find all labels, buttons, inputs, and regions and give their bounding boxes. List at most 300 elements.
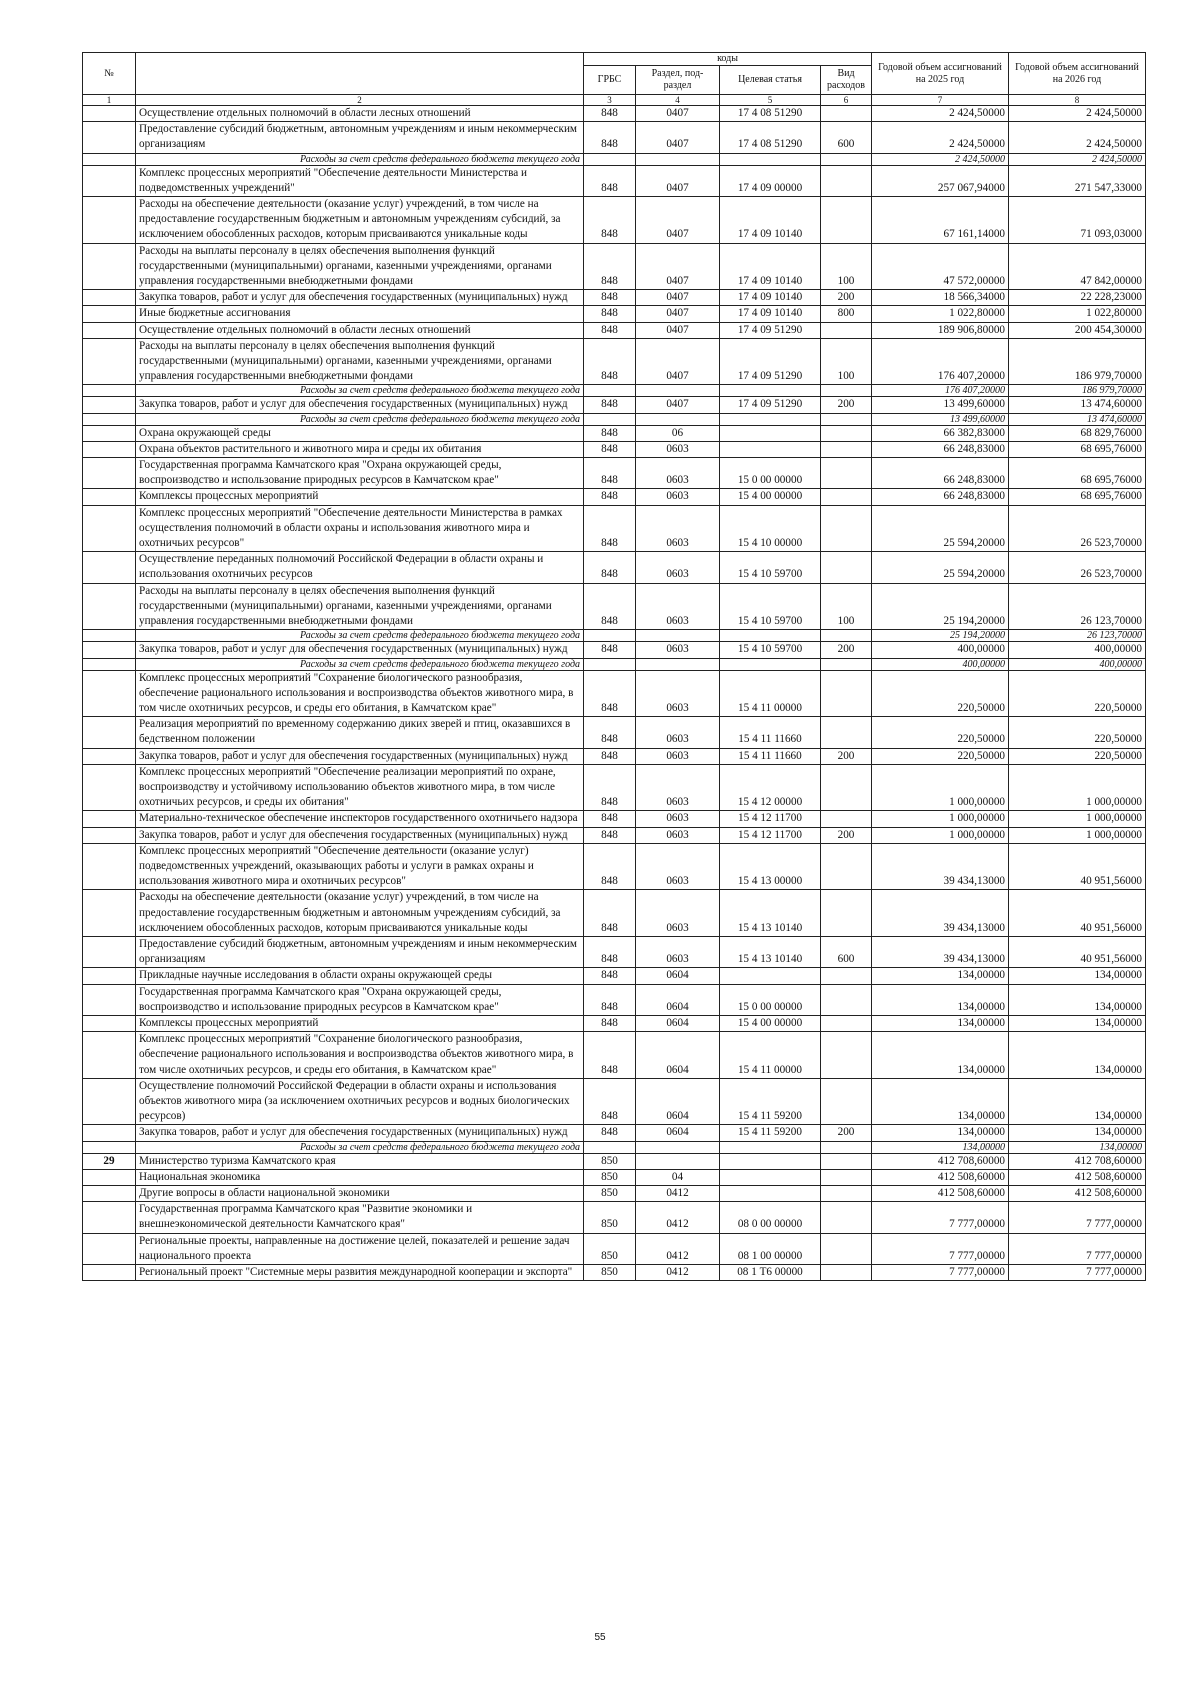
row-number [83,583,136,630]
table-row [83,106,1146,122]
table-row [83,984,1146,1015]
row-amount-2025: 13 499,60000 [872,397,1009,413]
row-number [83,197,136,244]
row-number [83,748,136,764]
table-row [83,670,1146,717]
table-row [83,290,1146,306]
table-row [83,165,1146,196]
row-amount-2025: 412 508,60000 [872,1169,1009,1185]
row-kind [821,489,872,505]
row-target: 15 4 10 59700 [720,552,821,583]
row-grbs: 848 [584,122,636,153]
row-section: 0604 [636,1032,720,1079]
row-target [720,1141,821,1153]
row-amount-2025: 220,50000 [872,748,1009,764]
row-amount-2026: 40 951,56000 [1009,843,1146,890]
row-name: Комплекс процессных мероприятий "Обеспечение реализации мероприятий по охране, воспроизводству и устойчивому использованию объектов животного мира, в том числе охотничьих ресурсов, и среды их обитания" [136,764,584,811]
row-kind [821,458,872,489]
table-body [83,95,1146,1281]
row-section: 0603 [636,441,720,457]
row-name: Расходы за счет средств федерального бюджета текущего года [136,153,584,165]
row-name: Осуществление отдельных полномочий в области лесных отношений [136,322,584,338]
row-grbs: 848 [584,1125,636,1141]
row-grbs [584,153,636,165]
row-amount-2025: 25 194,20000 [872,583,1009,630]
budget-table [82,52,1146,1281]
table-row [83,397,1146,413]
row-amount-2026: 40 951,56000 [1009,890,1146,937]
row-amount-2025: 1 000,00000 [872,764,1009,811]
row-target [720,425,821,441]
row-kind [821,984,872,1015]
row-amount-2025: 134,00000 [872,1078,1009,1125]
table-row [83,458,1146,489]
row-number [83,552,136,583]
header-name [136,53,584,95]
row-grbs: 848 [584,165,636,196]
row-name: Закупка товаров, работ и услуг для обеспечения государственных (муниципальных) нужд [136,748,584,764]
row-section: 0603 [636,552,720,583]
row-name: Предоставление субсидий бюджетным, автономным учреждениям и иным некоммерческим организациям [136,936,584,967]
row-amount-2026: 186 979,70000 [1009,338,1146,385]
row-name: Расходы за счет средств федерального бюджета текущего года [136,658,584,670]
row-grbs: 848 [584,290,636,306]
row-target: 08 0 00 00000 [720,1202,821,1233]
row-grbs [584,385,636,397]
column-number: 1 [83,95,136,106]
row-amount-2025: 2 424,50000 [872,106,1009,122]
row-kind: 200 [821,748,872,764]
header-section: Раздел, под-раздел [636,66,720,95]
row-name: Охрана объектов растительного и животного мира и среды их обитания [136,441,584,457]
row-amount-2025: 134,00000 [872,1141,1009,1153]
row-name: Материально-техническое обеспечение инспекторов государственного охотничьего надзора [136,811,584,827]
row-section: 0407 [636,106,720,122]
row-target [720,1169,821,1185]
row-target: 17 4 09 51290 [720,338,821,385]
row-amount-2026: 220,50000 [1009,748,1146,764]
row-section [636,1141,720,1153]
row-amount-2025: 25 594,20000 [872,552,1009,583]
table-row [83,1202,1146,1233]
row-target [720,968,821,984]
row-kind [821,441,872,457]
row-section: 0412 [636,1233,720,1264]
table-row [83,1015,1146,1031]
row-target: 15 4 11 00000 [720,1032,821,1079]
row-number [83,290,136,306]
column-number: 3 [584,95,636,106]
row-name: Иные бюджетные ассигнования [136,306,584,322]
row-section: 0603 [636,843,720,890]
row-name: Расходы на обеспечение деятельности (оказание услуг) учреждений, в том числе на предоставление государственным бюджетным и автономным учреждениям субсидий, за исключением обособленных расходов, которым присваиваются уникальные коды [136,197,584,244]
row-grbs [584,630,636,642]
row-grbs: 848 [584,670,636,717]
row-amount-2025: 189 906,80000 [872,322,1009,338]
row-kind [821,413,872,425]
row-kind [821,153,872,165]
row-amount-2026: 68 695,76000 [1009,441,1146,457]
row-amount-2025: 134,00000 [872,984,1009,1015]
table-row [83,1233,1146,1264]
row-amount-2025: 220,50000 [872,717,1009,748]
row-amount-2025: 412 508,60000 [872,1186,1009,1202]
header-2025: Годовой объем ассигнований на 2025 год [872,53,1009,95]
row-section: 0407 [636,322,720,338]
federal-funds-row [83,1141,1146,1153]
row-target: 17 4 08 51290 [720,122,821,153]
row-number [83,106,136,122]
row-amount-2025: 66 248,83000 [872,489,1009,505]
table-row [83,122,1146,153]
row-grbs [584,1141,636,1153]
row-kind [821,658,872,670]
row-target: 17 4 09 10140 [720,197,821,244]
row-name: Закупка товаров, работ и услуг для обеспечения государственных (муниципальных) нужд [136,1125,584,1141]
row-target: 17 4 09 00000 [720,165,821,196]
row-name: Закупка товаров, работ и услуг для обеспечения государственных (муниципальных) нужд [136,642,584,658]
row-kind [821,630,872,642]
row-target: 17 4 09 10140 [720,243,821,290]
row-grbs: 850 [584,1153,636,1169]
row-name: Прикладные научные исследования в области охраны окружающей среды [136,968,584,984]
row-number [83,658,136,670]
row-grbs: 850 [584,1169,636,1185]
row-kind [821,505,872,552]
row-amount-2026: 220,50000 [1009,717,1146,748]
row-kind [821,1202,872,1233]
row-number [83,306,136,322]
row-kind [821,843,872,890]
row-target: 15 4 00 00000 [720,489,821,505]
row-number [83,1202,136,1233]
table-row [83,936,1146,967]
row-amount-2026: 134,00000 [1009,984,1146,1015]
row-grbs: 848 [584,1015,636,1031]
header-grbs: ГРБС [584,66,636,95]
row-section: 0407 [636,243,720,290]
row-target: 15 4 11 59200 [720,1125,821,1141]
row-kind [821,1015,872,1031]
row-kind [821,552,872,583]
row-amount-2025: 39 434,13000 [872,843,1009,890]
row-number [83,811,136,827]
row-amount-2025: 39 434,13000 [872,890,1009,937]
row-target: 15 4 11 11660 [720,748,821,764]
table-row [83,827,1146,843]
federal-funds-row [83,630,1146,642]
row-kind [821,106,872,122]
row-amount-2025: 67 161,14000 [872,197,1009,244]
row-grbs: 848 [584,243,636,290]
row-number [83,1078,136,1125]
row-section: 0407 [636,397,720,413]
header-kind: Вид расходов [821,66,872,95]
row-grbs: 848 [584,1032,636,1079]
row-section: 04 [636,1169,720,1185]
row-grbs: 848 [584,425,636,441]
row-name: Расходы на выплаты персоналу в целях обеспечения выполнения функций государственными (муниципальными) органами, казенными учреждениями, органами управления государственными внебюджетными фондами [136,338,584,385]
row-number [83,505,136,552]
row-name: Региональные проекты, направленные на достижение целей, показателей и решение задач национального проекта [136,1233,584,1264]
row-section: 0407 [636,122,720,153]
row-amount-2025: 2 424,50000 [872,122,1009,153]
row-amount-2026: 7 777,00000 [1009,1265,1146,1281]
row-section: 0603 [636,489,720,505]
column-number: 5 [720,95,821,106]
row-amount-2025: 1 000,00000 [872,827,1009,843]
row-grbs: 848 [584,441,636,457]
row-amount-2025: 1 022,80000 [872,306,1009,322]
row-kind [821,1169,872,1185]
row-amount-2026: 1 000,00000 [1009,811,1146,827]
row-grbs: 848 [584,811,636,827]
row-grbs: 850 [584,1202,636,1233]
table-row [83,1265,1146,1281]
row-name: Комплекс процессных мероприятий "Обеспечение деятельности (оказание услуг) подведомственных учреждений, оказывающих работы и услуги в рамках охраны и использования животного мира и охотничьих ресурсов" [136,843,584,890]
row-amount-2025: 25 594,20000 [872,505,1009,552]
row-kind [821,1265,872,1281]
row-kind [821,968,872,984]
column-number: 8 [1009,95,1146,106]
row-section [636,658,720,670]
row-name: Расходы за счет средств федерального бюджета текущего года [136,385,584,397]
row-section: 06 [636,425,720,441]
column-number: 6 [821,95,872,106]
row-kind [821,1186,872,1202]
row-kind [821,890,872,937]
row-name: Закупка товаров, работ и услуг для обеспечения государственных (муниципальных) нужд [136,827,584,843]
table-row [83,717,1146,748]
row-target: 08 1 00 00000 [720,1233,821,1264]
table-row [83,1078,1146,1125]
row-amount-2026: 134,00000 [1009,1125,1146,1141]
row-section: 0603 [636,505,720,552]
row-kind: 100 [821,243,872,290]
row-name: Национальная экономика [136,1169,584,1185]
row-grbs: 848 [584,717,636,748]
row-section: 0603 [636,642,720,658]
row-name: Комплекс процессных мероприятий "Сохранение биологического разнообразия, обеспечение рационального использования и воспроизводства объектов животного мира, в том числе охотничьих ресурсов, и среды его обитания, в Камчатском крае" [136,670,584,717]
row-grbs: 848 [584,748,636,764]
row-amount-2026: 186 979,70000 [1009,385,1146,397]
row-kind [821,425,872,441]
row-amount-2026: 26 123,70000 [1009,630,1146,642]
row-name: Расходы за счет средств федерального бюджета текущего года [136,1141,584,1153]
row-grbs: 848 [584,1078,636,1125]
row-kind [821,1141,872,1153]
row-target: 15 4 11 59200 [720,1078,821,1125]
row-amount-2026: 40 951,56000 [1009,936,1146,967]
row-number [83,489,136,505]
row-target: 17 4 09 51290 [720,397,821,413]
table-row [83,552,1146,583]
row-kind: 100 [821,583,872,630]
row-name: Комплекс процессных мероприятий "Обеспечение деятельности Министерства в рамках осуществления полномочий в области охраны и использования животного мира и охотничьих ресурсов" [136,505,584,552]
row-target: 15 4 13 10140 [720,890,821,937]
row-amount-2026: 1 000,00000 [1009,827,1146,843]
table-row [83,306,1146,322]
row-amount-2025: 176 407,20000 [872,385,1009,397]
table-row [83,583,1146,630]
row-number [83,630,136,642]
row-kind: 100 [821,338,872,385]
row-grbs: 848 [584,397,636,413]
row-amount-2025: 47 572,00000 [872,243,1009,290]
row-kind [821,165,872,196]
row-amount-2026: 1 000,00000 [1009,764,1146,811]
row-amount-2026: 13 474,60000 [1009,413,1146,425]
row-number [83,1141,136,1153]
row-kind [821,764,872,811]
table-row [83,197,1146,244]
row-section: 0412 [636,1265,720,1281]
row-grbs: 848 [584,936,636,967]
row-grbs: 848 [584,489,636,505]
row-amount-2026: 13 474,60000 [1009,397,1146,413]
row-target: 15 4 12 11700 [720,827,821,843]
row-amount-2025: 66 248,83000 [872,458,1009,489]
row-number [83,441,136,457]
row-amount-2025: 13 499,60000 [872,413,1009,425]
row-kind [821,1078,872,1125]
row-number [83,322,136,338]
row-target: 15 4 11 11660 [720,717,821,748]
row-grbs: 850 [584,1233,636,1264]
row-section: 0603 [636,748,720,764]
federal-funds-row [83,658,1146,670]
row-name: Государственная программа Камчатского края "Охрана окружающей среды, воспроизводство и использование природных ресурсов в Камчатском крае" [136,984,584,1015]
budget-sheet [82,52,1146,1281]
row-amount-2025: 66 382,83000 [872,425,1009,441]
row-name: Расходы на выплаты персоналу в целях обеспечения выполнения функций государственными (муниципальными) органами, казенными учреждениями, органами управления государственными внебюджетными фондами [136,583,584,630]
row-kind [821,1153,872,1169]
row-kind: 600 [821,122,872,153]
row-amount-2025: 66 248,83000 [872,441,1009,457]
row-target: 17 4 09 10140 [720,306,821,322]
column-number: 7 [872,95,1009,106]
row-name: Государственная программа Камчатского края "Охрана окружающей среды, воспроизводство и использование природных ресурсов в Камчатском крае" [136,458,584,489]
row-name: Комплексы процессных мероприятий [136,489,584,505]
row-amount-2025: 400,00000 [872,642,1009,658]
row-number [83,243,136,290]
row-grbs: 848 [584,458,636,489]
row-name: Расходы за счет средств федерального бюджета текущего года [136,630,584,642]
row-number [83,1265,136,1281]
row-amount-2026: 412 708,60000 [1009,1153,1146,1169]
row-amount-2025: 400,00000 [872,658,1009,670]
row-grbs: 848 [584,197,636,244]
row-amount-2025: 134,00000 [872,1125,1009,1141]
row-section: 0412 [636,1186,720,1202]
row-amount-2026: 22 228,23000 [1009,290,1146,306]
column-numbers-row [83,95,1146,106]
row-target [720,441,821,457]
row-section: 0412 [636,1202,720,1233]
row-target: 15 4 10 00000 [720,505,821,552]
table-row [83,338,1146,385]
row-kind: 200 [821,1125,872,1141]
row-number [83,890,136,937]
row-grbs [584,658,636,670]
row-number [83,827,136,843]
row-number [83,936,136,967]
row-grbs: 848 [584,642,636,658]
federal-funds-row [83,153,1146,165]
row-grbs: 848 [584,827,636,843]
row-section: 0407 [636,165,720,196]
row-section [636,413,720,425]
row-amount-2025: 39 434,13000 [872,936,1009,967]
row-amount-2026: 134,00000 [1009,1078,1146,1125]
row-section: 0603 [636,583,720,630]
row-name: Охрана окружающей среды [136,425,584,441]
table-row [83,1032,1146,1079]
row-section [636,1153,720,1169]
row-number [83,642,136,658]
row-section: 0407 [636,306,720,322]
table-row [83,1186,1146,1202]
row-kind: 200 [821,290,872,306]
table-row [83,1125,1146,1141]
row-number [83,1015,136,1031]
row-target: 15 4 10 59700 [720,642,821,658]
table-row [83,890,1146,937]
row-name: Закупка товаров, работ и услуг для обеспечения государственных (муниципальных) нужд [136,290,584,306]
row-amount-2026: 68 829,76000 [1009,425,1146,441]
row-section [636,385,720,397]
row-amount-2025: 257 067,94000 [872,165,1009,196]
row-number [83,1233,136,1264]
row-amount-2026: 271 547,33000 [1009,165,1146,196]
row-amount-2026: 400,00000 [1009,658,1146,670]
row-number: 29 [83,1153,136,1169]
row-name: Осуществление переданных полномочий Российской Федерации в области охраны и использования охотничьих ресурсов [136,552,584,583]
row-number [83,385,136,397]
row-amount-2025: 134,00000 [872,968,1009,984]
row-section [636,153,720,165]
row-section: 0603 [636,764,720,811]
header-2026: Годовой объем ассигнований на 2026 год [1009,53,1146,95]
row-kind: 200 [821,642,872,658]
row-name: Расходы на обеспечение деятельности (оказание услуг) учреждений, в том числе на предоставление государственным бюджетным и автономным учреждениям субсидий, за исключением обособленных расходов, которым присваиваются уникальные коды [136,890,584,937]
row-amount-2025: 2 424,50000 [872,153,1009,165]
row-target: 15 4 12 11700 [720,811,821,827]
row-amount-2026: 412 508,60000 [1009,1186,1146,1202]
row-target [720,1153,821,1169]
table-row [83,748,1146,764]
row-name: Региональный проект "Системные меры развития международной кооперации и экспорта" [136,1265,584,1281]
row-name: Комплекс процессных мероприятий "Сохранение биологического разнообразия, обеспечение рационального использования и воспроизводства объектов животного мира, в том числе охотничьих ресурсов, и среды его обитания, в Камчатском крае" [136,1032,584,1079]
row-amount-2025: 7 777,00000 [872,1202,1009,1233]
row-target: 15 4 00 00000 [720,1015,821,1031]
row-amount-2026: 71 093,03000 [1009,197,1146,244]
row-amount-2026: 1 022,80000 [1009,306,1146,322]
row-amount-2026: 26 523,70000 [1009,552,1146,583]
row-target: 08 1 Т6 00000 [720,1265,821,1281]
row-grbs: 848 [584,322,636,338]
row-amount-2026: 7 777,00000 [1009,1202,1146,1233]
row-number [83,425,136,441]
row-target: 15 4 10 59700 [720,583,821,630]
row-number [83,413,136,425]
row-amount-2025: 412 708,60000 [872,1153,1009,1169]
row-amount-2026: 26 523,70000 [1009,505,1146,552]
row-section: 0407 [636,338,720,385]
row-grbs: 850 [584,1265,636,1281]
row-section: 0603 [636,717,720,748]
row-name: Министерство туризма Камчатского края [136,1153,584,1169]
